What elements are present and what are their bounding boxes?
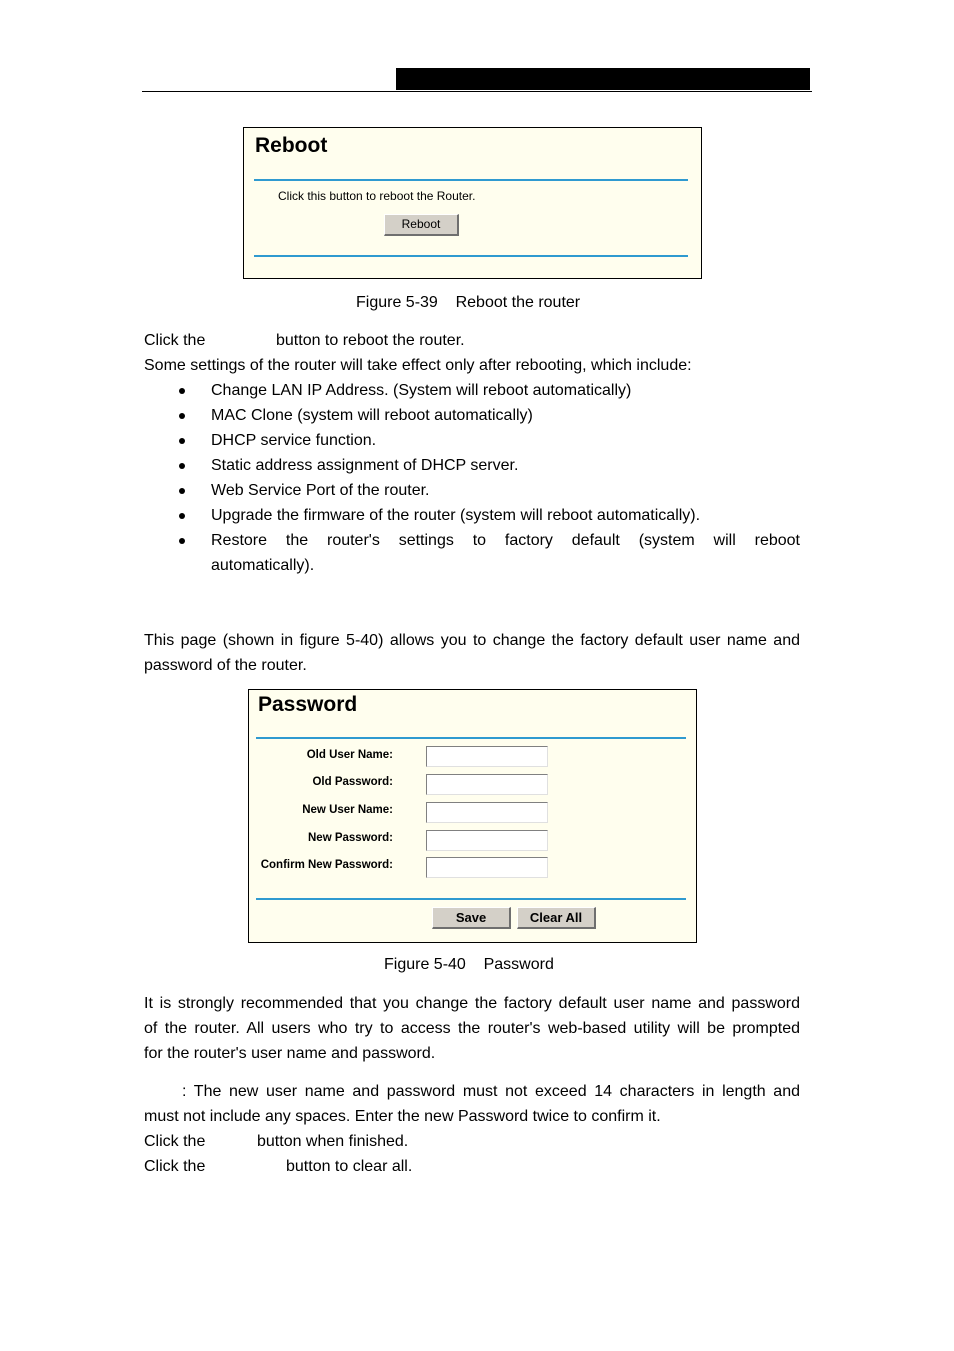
recommend-line2: of the router. All users who try to access the router's web-based utility will be prompted [144, 1020, 800, 1037]
save-button[interactable]: Save [432, 907, 511, 929]
new-username-label: New User Name: [302, 804, 393, 816]
reboot-bottom-divider [254, 255, 688, 257]
reboot-panel [243, 127, 702, 279]
note-line2: must not include any spaces. Enter the new Password twice to confirm it. [144, 1108, 661, 1125]
reboot-button[interactable]: Reboot [384, 214, 459, 236]
figure-5-40-caption: Figure 5-40 Password [384, 956, 554, 973]
bullet-dot [179, 388, 185, 394]
new-username-input[interactable] [426, 802, 548, 823]
password-top-divider [256, 737, 686, 739]
old-password-input[interactable] [426, 774, 548, 795]
password-panel [248, 689, 697, 943]
reboot-click-prefix: Click the [144, 332, 206, 349]
reboot-panel-title: Reboot [255, 134, 328, 157]
confirm-password-label: Confirm New Password: [260, 859, 393, 871]
figure-5-39-caption: Figure 5-39 Reboot the router [356, 294, 581, 311]
bullet-dot [179, 513, 185, 519]
list-item: Upgrade the firmware of the router (system will reboot automatically). [211, 507, 701, 524]
new-password-label: New Password: [308, 832, 393, 844]
clear-instruction-prefix: Click the [144, 1158, 206, 1175]
save-instruction-suffix: button when finished. [257, 1133, 409, 1150]
password-panel-title: Password [258, 693, 358, 716]
list-item: MAC Clone (system will reboot automatically) [211, 407, 533, 424]
old-password-label: Old Password: [312, 776, 393, 788]
list-item: Restore the router's settings to factory default (system will reboot [211, 532, 800, 549]
list-item: Web Service Port of the router. [211, 482, 430, 499]
confirm-password-input[interactable] [426, 857, 548, 878]
reboot-top-divider [254, 179, 688, 181]
bullet-dot [179, 463, 185, 469]
note-line1: : The new user name and password must not exceed 14 characters in length and [182, 1083, 800, 1100]
bullet-dot [179, 438, 185, 444]
header-rule [142, 91, 812, 92]
list-item: Change LAN IP Address. (System will reboot automatically) [211, 382, 632, 399]
reboot-instruction: Click this button to reboot the Router. [278, 189, 476, 203]
list-item: DHCP service function. [211, 432, 377, 449]
bullet-dot [179, 488, 185, 494]
reboot-click-suffix: button to reboot the router. [276, 332, 465, 349]
bullet-dot [179, 538, 185, 544]
save-instruction-prefix: Click the [144, 1133, 206, 1150]
header-bar [396, 68, 810, 90]
old-username-label: Old User Name: [306, 749, 393, 761]
reboot-settings-intro: Some settings of the router will take effect only after rebooting, which include: [144, 357, 692, 374]
recommend-line3: for the router's user name and password. [144, 1045, 436, 1062]
list-item: Static address assignment of DHCP server. [211, 457, 519, 474]
clear-instruction-suffix: button to clear all. [286, 1158, 413, 1175]
clear-all-button[interactable]: Clear All [517, 907, 596, 929]
bullet-dot [179, 413, 185, 419]
password-intro-line1: This page (shown in figure 5-40) allows you to change the factory default user name and [144, 632, 800, 649]
password-intro-line2: password of the router. [144, 657, 307, 674]
new-password-input[interactable] [426, 830, 548, 851]
password-bottom-divider [256, 898, 686, 900]
list-item-continuation: automatically). [211, 557, 315, 574]
old-username-input[interactable] [426, 746, 548, 767]
recommend-line1: It is strongly recommended that you change the factory default user name and password [144, 995, 800, 1012]
